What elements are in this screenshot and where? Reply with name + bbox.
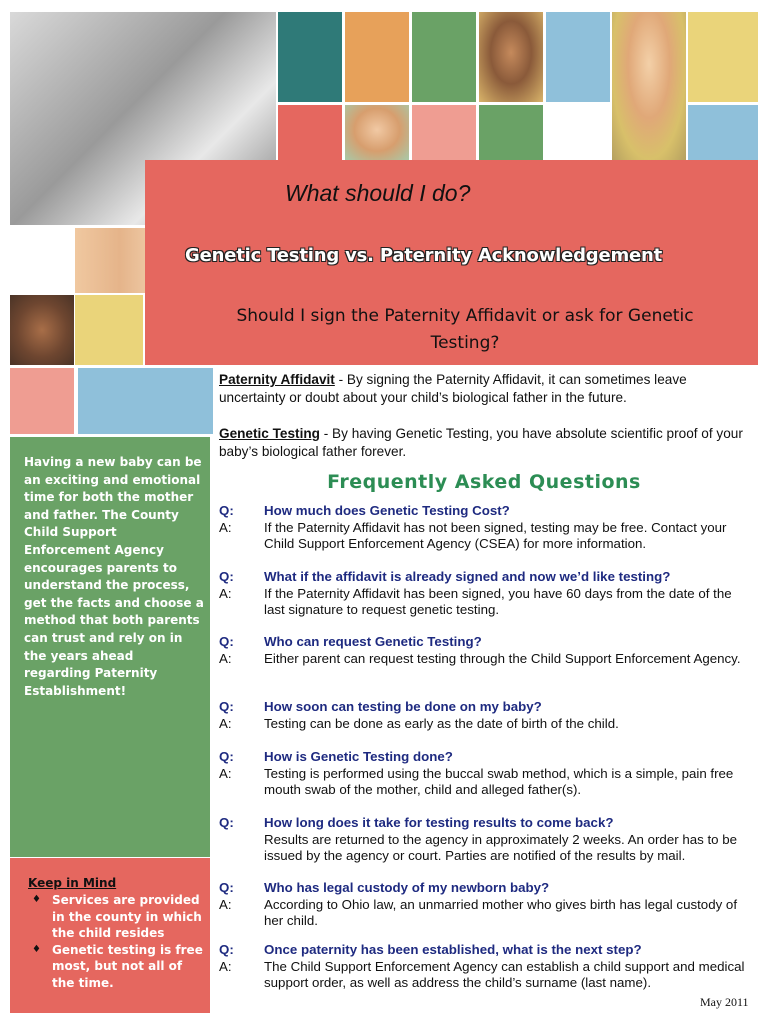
tile-coral-top (278, 105, 342, 160)
faq-item: Q: How long does it take for testing results to come back? Results are returned to the agency in approximately 2 weeks. An order has to be issued by the agency or court. Parties are notified of the results by mail. (219, 815, 738, 863)
child-photo-2 (345, 105, 409, 160)
diamond-bullet-icon: ♦ (32, 894, 41, 905)
faq-question: Who has legal custody of my newborn baby? (264, 880, 550, 895)
tile-yellow-left-2 (75, 295, 143, 365)
keep-in-mind-title: Keep in Mind (28, 876, 117, 890)
tile-sky-right (688, 105, 758, 160)
faq-answer: The Child Support Enforcement Agency can establish a child support and medical support order, as well as address the child’s surname (last name). (264, 958, 745, 990)
affidavit-paragraph: Paternity Affidavit - By signing the Paternity Affidavit, it can sometimes leave uncertainty or doubt about your child’s biological father in the future. (219, 372, 687, 405)
toddler-photo (10, 295, 74, 365)
faq-answer: Testing is performed using the buccal swab method, which is a simple, pain free mouth swab of the mother, child and alleged father(s). (264, 765, 734, 797)
tile-sky-left (78, 368, 213, 434)
faq-question: What if the affidavit is already signed and now we’d like testing? (264, 569, 671, 584)
tile-teal-top (278, 12, 342, 102)
page-subtitle: Genetic Testing vs. Paternity Acknowledgement (185, 245, 663, 266)
faq-answer: Either parent can request testing through the Child Support Enforcement Agency. (264, 650, 741, 666)
tile-green-top (412, 12, 476, 102)
faq-answer: According to Ohio law, an unmarried mother who gives birth has legal custody of her child. (264, 896, 738, 928)
faq-item: Q: Once paternity has been established, what is the next step? A: The Child Support Enforcement Agency can establish a child support and medical support order, as well as address the child’s surname (last name). (219, 942, 745, 990)
tile-yellow-right (688, 12, 758, 102)
faq-answer: Testing can be done as early as the date of birth of the child. (264, 715, 619, 731)
faq-answer: If the Paternity Affidavit has been signed, you have 60 days from the date of the last signature to request genetic testing. (264, 585, 732, 617)
header-banner (145, 160, 758, 365)
faq-title: Frequently Asked Questions (327, 471, 641, 493)
affidavit-term: Paternity Affidavit (219, 372, 335, 387)
page-title: What should I do? (285, 180, 471, 206)
faq-question: How is Genetic Testing done? (264, 749, 453, 764)
diamond-bullet-icon: ♦ (32, 943, 41, 955)
faq-item: Q: Who can request Genetic Testing? A: Either parent can request testing through the Child Support Enforcement Agency. (219, 634, 741, 666)
faq-answer: Results are returned to the agency in approximately 2 weeks. An order has to be issued by the agency or court. Parties are notified of the results by mail. (264, 831, 738, 863)
list-item: ♦ Genetic testing is free most, but not all of the time. (32, 942, 203, 990)
tile-orange-top (345, 12, 409, 102)
children-group-photo (612, 12, 686, 160)
genetic-paragraph: Genetic Testing - By having Genetic Testing, you have absolute scientific proof of your baby’s biological father forever. (219, 426, 743, 459)
faq-item: Q: How much does Genetic Testing Cost? A: If the Paternity Affidavit has not been signed, testing may be free. Contact your Child Support Enforcement Agency (CSEA) for more information. (219, 503, 727, 551)
faq-question: How soon can testing be done on my baby? (264, 699, 542, 714)
tile-pink-left (10, 368, 74, 434)
main-question: Should I sign the Paternity Affidavit or ask for Genetic Testing? (236, 306, 694, 353)
faq-answer: If the Paternity Affidavit has not been signed, testing may be free. Contact your Child Support Enforcement Agency (CSEA) for more information. (264, 519, 727, 551)
faq-question: Once paternity has been established, what is the next step? (264, 942, 642, 957)
footer-date: May 2011 (700, 995, 749, 1009)
tile-pink-mid (412, 105, 476, 160)
faq-question: How long does it take for testing results to come back? (264, 815, 614, 830)
tile-sky-top (546, 12, 610, 102)
faq-item: Q: How is Genetic Testing done? A: Testing is performed using the buccal swab method, which is a simple, pain free mouth swab of the mother, child and alleged father(s). (219, 749, 734, 797)
genetic-term: Genetic Testing (219, 426, 320, 441)
faq-item: Q: How soon can testing be done on my baby? A: Testing can be done as early as the date of birth of the child. (219, 699, 619, 731)
list-item: ♦ Services are provided in the county in which the child resides (32, 893, 202, 940)
keep-in-mind-list (30, 892, 205, 991)
faq-question: How much does Genetic Testing Cost? (264, 503, 510, 518)
faq-item: Q: Who has legal custody of my newborn baby? A: According to Ohio law, an unmarried mother who gives birth has legal custody of her child. (219, 880, 738, 928)
faq-question: Who can request Genetic Testing? (264, 634, 482, 649)
faq-item: Q: What if the affidavit is already signed and now we’d like testing? A: If the Paternity Affidavit has been signed, you have 60 days from the date of the last signature to request genetic testing. (219, 569, 732, 617)
tile-green-mid (479, 105, 543, 160)
sidebar-message: Having a new baby can be an exciting and emotional time for both the mother and father. The County Child Support Enforcement Agency encourages parents to understand the process, get the facts and choose a method that both parents can trust and rely on in the years ahead regarding Paternity Establishment! (24, 455, 204, 698)
child-photo-1 (479, 12, 543, 102)
